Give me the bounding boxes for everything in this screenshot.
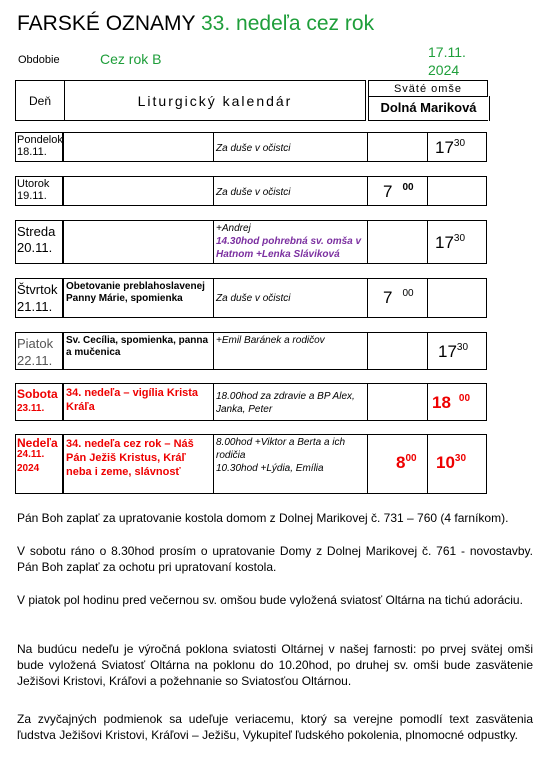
day-date: 19.11. (17, 190, 47, 202)
liturgy-cell (63, 220, 214, 264)
time2-cell (427, 176, 487, 206)
notice-indulgence: Za zvyčajných podmienok sa udeľuje veriacemu, ktorý sa verejne pomodlí text zasvätenia ľudstva Ježišovi Kristovi, Kráľovi – Ježišu, Vykupiteľ ľudského pokolenia, plnomocné odpustky. (17, 712, 533, 742)
intent-cell (213, 434, 368, 494)
time-min: 00 (458, 393, 471, 404)
day-date: 23.11. (17, 403, 45, 414)
time-hour: 7 (383, 288, 393, 307)
time1-cell (367, 434, 428, 494)
intent-cell: Za duše v očistci (213, 176, 368, 206)
time-hour: 17 (435, 233, 454, 252)
day-cell (15, 220, 63, 264)
col-header-svate-omse: Sväté omše (368, 80, 488, 97)
intent-text: 8.00hod +Viktor a Berta a ich rodičia (216, 437, 346, 461)
day-date: 20.11. (17, 240, 53, 255)
time-hour: 10 (436, 453, 455, 472)
time-hour: 17 (435, 138, 454, 157)
time-min: 00 (405, 453, 417, 464)
day-year: 2024 (17, 463, 40, 474)
time-min: 00 (402, 288, 414, 299)
liturgy-cell: 34. nedeľa cez rok – Náš Pán Ježiš Kristus, Kráľ neba i zeme, slávnosť (63, 434, 214, 494)
time-hour: 18 (432, 393, 451, 412)
day-cell (15, 176, 63, 206)
obdobie-label: Obdobie (18, 54, 60, 66)
notice-cleaning-thanks: Pán Boh zaplať za upratovanie kostola domom z Dolnej Marikovej č. 731 – 760 (4 farníkom). (17, 511, 509, 525)
time2-cell (427, 220, 487, 264)
notice-adoration: V piatok pol hodinu pred večernou sv. omšou bude vyložená sviatosť Oltárna na tichú adoráciu. (17, 593, 523, 607)
time2-cell (427, 383, 487, 421)
day-name: Sobota (17, 387, 58, 401)
time1-cell (367, 132, 428, 162)
day-name: Piatok (17, 336, 54, 351)
day-cell (15, 383, 63, 421)
col-header-den: Deň (15, 80, 65, 121)
intent-funeral: 14.30hod pohrebná sv. omša v Hatnom +Lenka Sláviková (216, 236, 362, 260)
time1-cell (367, 220, 428, 264)
liturgy-cell: 34. nedeľa – vigília Krista Kráľa (63, 383, 214, 421)
date-line1: 17.11. (428, 44, 466, 60)
time-hour: 8 (396, 453, 406, 472)
day-date: 24.11. (17, 449, 45, 460)
time-min: 00 (402, 182, 414, 193)
time-min: 30 (453, 138, 466, 149)
page-title (17, 12, 374, 36)
time1-cell (367, 383, 428, 421)
time2-cell (427, 434, 487, 494)
day-date: 22.11. (17, 353, 53, 368)
time-hour: 17 (438, 342, 457, 361)
time-hour: 7 (383, 182, 393, 201)
day-cell (15, 132, 63, 162)
time1-cell (367, 176, 428, 206)
col-header-liturgy: Liturgický kalendár (64, 80, 366, 121)
time2-cell (427, 132, 487, 162)
liturgy-cell (63, 176, 214, 206)
date-line2: 2024 (428, 62, 460, 78)
day-cell (15, 434, 63, 494)
time2-cell (427, 278, 487, 318)
title-main: FARSKÉ OZNAMY (17, 12, 196, 35)
header-date (428, 43, 466, 79)
day-name: Pondelok (17, 134, 63, 146)
intent-cell: Za duše v očistci (213, 132, 368, 162)
intent-cell: 18.00hod za zdravie a BP Alex, Janka, Peter (213, 383, 368, 421)
time2-cell (427, 332, 487, 370)
intent-text: +Andrej (216, 223, 251, 234)
liturgy-cell: Sv. Cecília, spomienka, panna a mučenica (63, 332, 214, 370)
day-cell (15, 278, 63, 318)
notice-cleaning-request: V sobotu ráno o 8.30hod prosím o upratovanie Domy z Dolnej Marikovej č. 761 - novostavby. Pán Boh zaplať za ochotu pri upratovaní kostola. (17, 544, 533, 574)
day-name: Streda (17, 224, 56, 239)
time-min: 30 (456, 342, 469, 353)
time1-cell (367, 278, 428, 318)
obdobie-value: Cez rok B (100, 51, 162, 67)
col-header-location: Dolná Mariková (368, 96, 488, 121)
header-divider (489, 96, 490, 121)
day-date: 21.11. (17, 299, 53, 314)
time-min: 30 (453, 233, 466, 244)
intent-cell: +Emil Baránek a rodičov (213, 332, 368, 370)
time1-cell (367, 332, 428, 370)
title-week: 33. nedeľa cez rok (201, 12, 375, 35)
intent-cell (213, 220, 368, 264)
day-date: 18.11. (17, 146, 47, 158)
intent-cell: Za duše v očistci (213, 278, 368, 318)
liturgy-cell (63, 132, 214, 162)
time-min: 30 (454, 453, 467, 464)
day-name: Nedeľa (17, 436, 58, 450)
liturgy-cell: Obetovanie preblahoslavenej Panny Márie, spomienka (63, 278, 214, 318)
intent-text-2: 10.30hod +Lýdia, Emília (216, 463, 324, 474)
day-cell (15, 332, 63, 370)
day-name: Utorok (17, 178, 50, 190)
notice-poklona: Na budúcu nedeľu je výročná poklona sviatosti Oltárnej v našej farnosti: po prvej svätej omši bude vyložená Sviatosť Oltárna na poklonu do 10.20hod, po druhej sv. omši bude zasvätenie Ježišovi Kristovi, Kráľovi a požehnanie so Sviatosťou Oltárnou. (17, 642, 533, 688)
day-name: Štvrtok (17, 282, 58, 297)
